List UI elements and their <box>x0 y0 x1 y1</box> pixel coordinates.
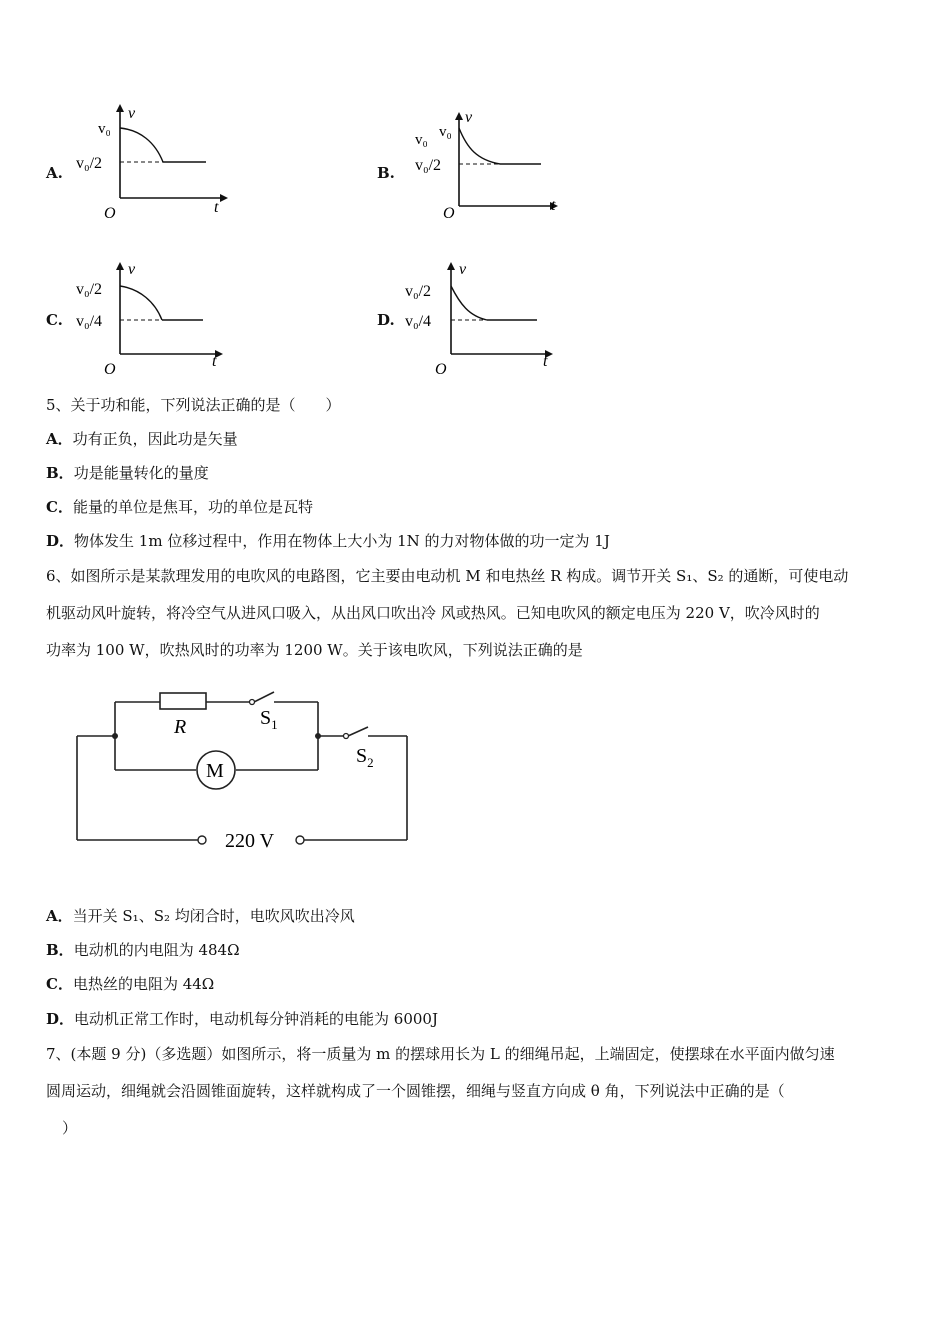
axis-label-t: t <box>214 199 219 216</box>
top-value-label: v₀/2 <box>405 283 432 300</box>
axis-label-v: v <box>128 105 136 122</box>
axis-label-v: v <box>128 261 136 278</box>
graph-option-b-label: B. <box>377 164 395 182</box>
top-value-label: v₀/2 <box>76 281 103 298</box>
q6-option-a: A．当开关 S₁、S₂ 均闭合时，电吹风吹出冷风 <box>46 907 355 925</box>
q5-option-b: B．功是能量转化的量度 <box>46 464 209 482</box>
q6-stem-line-3: 功率为 100 W，吹热风时的功率为 1200 W。关于该电吹风，下列说法正确的是 <box>46 641 583 659</box>
motor-label: M <box>206 760 224 782</box>
origin-label: O <box>443 205 455 222</box>
switch-s2 <box>348 727 368 736</box>
mid-value-label: v₀/4 <box>76 313 103 330</box>
terminal-right <box>296 836 304 844</box>
axis-label-v: v <box>459 261 467 278</box>
mid-value-label: v₀/2 <box>415 157 442 174</box>
q6-option-c: C．电热丝的电阻为 44Ω <box>46 975 215 993</box>
q5-option-c: C．能量的单位是焦耳，功的单位是瓦特 <box>46 498 313 516</box>
voltage-source-label: 220 V <box>225 830 275 852</box>
q7-stem-line-1: 7、(本题 9 分)（多选题）如图所示，将一质量为 m 的摆球用长为 L 的细绳吊起，上端固定，使摆球在水平面内做匀速 <box>46 1045 835 1063</box>
switch2-label: $S_2$ <box>356 745 374 770</box>
velocity-curve <box>120 128 163 162</box>
terminal-left <box>198 836 206 844</box>
top-value-label: v₀ <box>439 124 452 140</box>
mid-value-label: v₀/2 <box>76 155 103 172</box>
origin-label: O <box>104 205 116 222</box>
switch-s1 <box>254 692 274 702</box>
resistor-label: R <box>174 716 187 738</box>
q5-option-d: D．物体发生 1m 位移过程中，作用在物体上大小为 1N 的力对物体做的功一定为 1J <box>46 532 610 550</box>
graph-option-d-label: D. <box>377 311 395 329</box>
q6-option-b: B．电动机的内电阻为 484Ω <box>46 941 240 959</box>
hair-dryer-circuit-diagram <box>60 680 430 865</box>
graph-option-a <box>70 100 240 225</box>
graph-option-c <box>70 258 240 383</box>
q7-stem-line-2: 圆周运动，细绳就会沿圆锥面旋转，这样就构成了一个圆锥摆，细绳与竖直方向成 θ 角，下列说法中正确的是（ <box>46 1082 785 1100</box>
origin-label: O <box>435 361 447 378</box>
axis-label-t: t <box>212 353 217 370</box>
top-value-label-left: v₀ <box>415 132 428 148</box>
q5-stem: 5、关于功和能，下列说法正确的是（ ） <box>46 396 341 414</box>
graph-option-c-label: C. <box>46 311 63 329</box>
q7-stem-line-3: ） <box>62 1119 78 1137</box>
axis-label-v: v <box>465 109 473 126</box>
switch1-label: $S_1$ <box>260 707 278 732</box>
q6-stem-line-1: 6、如图所示是某款理发用的电吹风的电路图，它主要由电动机 M 和电热丝 R 构成。调节开关 S₁、S₂ 的通断，可使电动 <box>46 567 849 585</box>
graph-option-d <box>405 258 575 383</box>
top-value-label: v₀ <box>98 121 111 137</box>
graph-option-a-label: A. <box>46 164 63 182</box>
graph-option-b <box>405 106 575 231</box>
q6-stem-line-2: 机驱动风叶旋转，将冷空气从进风口吸入，从出风口吹出冷 风或热风。已知电吹风的额定电压为 220 V，吹冷风时的 <box>46 604 820 622</box>
axis-label-t: t <box>551 197 556 214</box>
mid-value-label: v₀/4 <box>405 313 432 330</box>
resistor-r <box>160 693 206 709</box>
q5-option-a: A．功有正负，因此功是矢量 <box>46 430 238 448</box>
origin-label: O <box>104 361 116 378</box>
q6-option-d: D．电动机正常工作时，电动机每分钟消耗的电能为 6000J <box>46 1010 438 1028</box>
axis-label-t: t <box>543 353 548 370</box>
